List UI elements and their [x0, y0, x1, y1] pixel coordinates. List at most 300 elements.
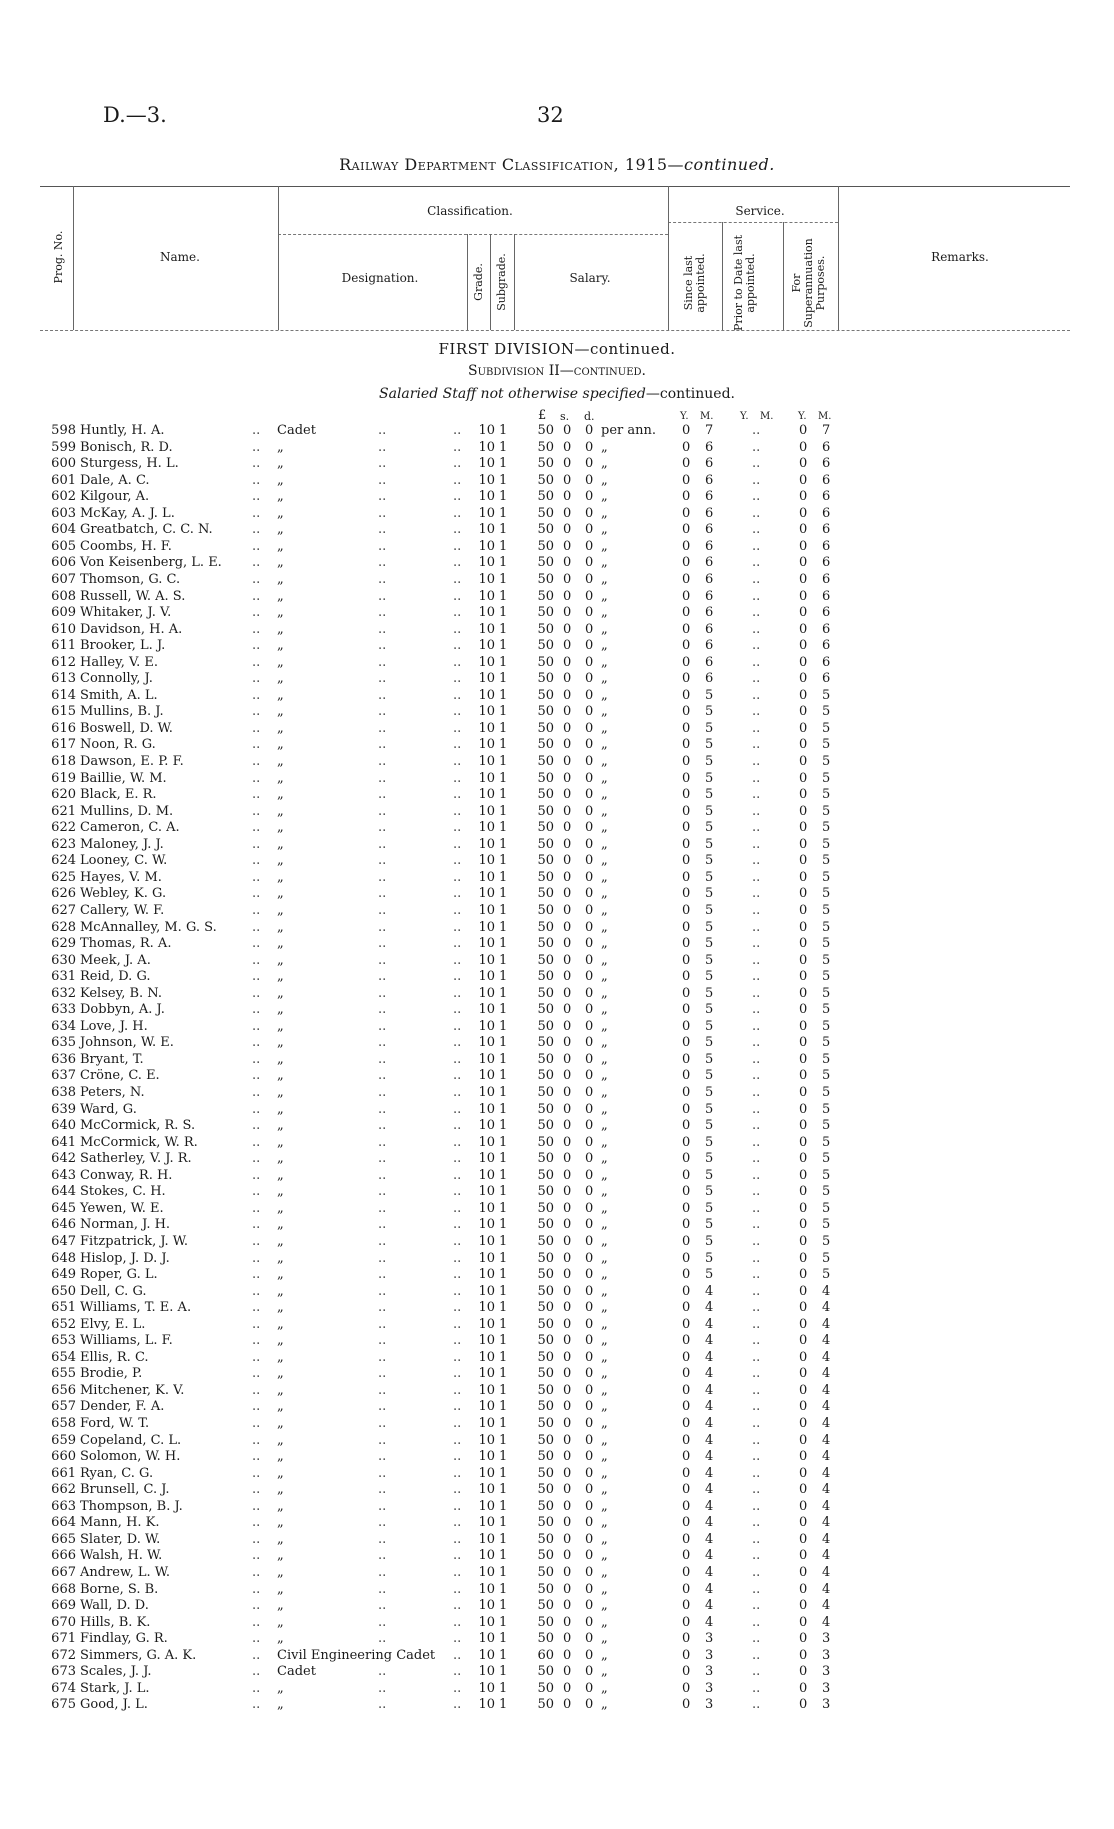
super-years-cell: 0 [799, 853, 808, 869]
leader-dots: .. [252, 836, 261, 852]
grade-cell: 10 [478, 1614, 495, 1630]
salary-period-cell: „ [601, 505, 608, 521]
designation-cell: „ [277, 1118, 284, 1134]
unit-pound: £ [538, 408, 547, 423]
leader-dots: .. [252, 952, 261, 968]
super-years-cell: 0 [799, 1515, 808, 1531]
name-cell: Scales, J. J. [80, 1664, 152, 1680]
table-row [0, 1433, 1114, 1450]
designation-cell: „ [277, 1399, 284, 1415]
salary-pence-cell: 0 [585, 1647, 594, 1663]
name-cell: Cameron, C. A. [80, 820, 180, 836]
leader-dots: .. [453, 737, 462, 753]
grade-cell: 10 [478, 1051, 495, 1067]
salary-pounds-cell: 50 [537, 1531, 554, 1547]
since-years-cell: 0 [682, 638, 691, 654]
table-row [0, 920, 1114, 937]
super-months-cell: 5 [822, 853, 831, 869]
super-years-cell: 0 [799, 1250, 808, 1266]
since-years-cell: 0 [682, 1333, 691, 1349]
salary-pounds-cell: 50 [537, 1283, 554, 1299]
grade-cell: 10 [478, 869, 495, 885]
leader-dots: .. [453, 1018, 462, 1034]
super-months-cell: 4 [822, 1382, 831, 1398]
table-row [0, 1118, 1114, 1135]
since-years-cell: 0 [682, 621, 691, 637]
leader-dots: .. [453, 1482, 462, 1498]
since-months-cell: 5 [705, 902, 714, 918]
designation-cell: „ [277, 919, 284, 935]
leader-dots: .. [252, 1449, 261, 1465]
subgrade-cell: 1 [499, 1101, 508, 1117]
leader-dots: .. [252, 1035, 261, 1051]
designation-cell: „ [277, 1382, 284, 1398]
salary-pounds-cell: 50 [537, 1267, 554, 1283]
salary-period-cell: „ [601, 1416, 608, 1431]
salary-pence-cell: 0 [585, 1018, 594, 1034]
salary-pence-cell: 0 [585, 456, 594, 472]
subgrade-cell: 1 [499, 1515, 508, 1531]
table-row [0, 1532, 1114, 1549]
grade-cell: 10 [478, 1250, 495, 1266]
leader-dots: .. [453, 538, 462, 554]
prog-no-cell: 659 [51, 1432, 76, 1448]
since-years-cell: 0 [682, 687, 691, 703]
salary-period-cell: „ [601, 555, 608, 571]
designation-cell: „ [277, 1267, 284, 1283]
salary-pence-cell: 0 [585, 1680, 594, 1696]
name-cell: Dawson, E. P. F. [80, 754, 184, 769]
since-months-cell: 4 [705, 1581, 714, 1597]
table-row [0, 473, 1114, 490]
salary-pounds-cell: 50 [537, 1333, 554, 1349]
leader-dots: .. [453, 472, 462, 488]
table-row [0, 1466, 1114, 1483]
since-years-cell: 0 [682, 820, 691, 836]
since-months-cell: 3 [705, 1697, 714, 1713]
salary-period-cell: „ [601, 621, 608, 637]
leader-dots: .. [252, 1200, 261, 1216]
prog-no-cell: 601 [51, 472, 76, 488]
super-months-cell: 4 [822, 1399, 831, 1415]
designation-cell: „ [277, 1333, 284, 1349]
grade-cell: 10 [478, 1267, 495, 1283]
since-years-cell: 0 [682, 952, 691, 968]
unit-years-3: Y. [798, 411, 807, 422]
subgrade-cell: 1 [499, 985, 508, 1001]
leader-dots: .. [252, 1664, 261, 1680]
salary-pounds-cell: 50 [537, 1598, 554, 1614]
name-cell: Sturgess, H. L. [80, 456, 179, 472]
leader-dots: .. [453, 1233, 462, 1249]
name-cell: Mullins, D. M. [80, 803, 174, 819]
since-years-cell: 0 [682, 1134, 691, 1150]
salary-pence-cell: 0 [585, 1085, 594, 1100]
since-years-cell: 0 [682, 803, 691, 819]
subgrade-cell: 1 [499, 969, 508, 985]
leader-dots: .. [378, 654, 387, 670]
salary-period-cell: „ [601, 489, 608, 505]
leader-dots: .. [453, 687, 462, 703]
since-years-cell: 0 [682, 654, 691, 670]
super-years-cell: 0 [799, 1531, 808, 1547]
super-years-cell: 0 [799, 754, 808, 769]
grade-cell: 10 [478, 1217, 495, 1233]
salary-period-cell: „ [601, 1382, 608, 1398]
super-years-cell: 0 [799, 1151, 808, 1167]
name-cell: Maloney, J. J. [80, 836, 164, 852]
salary-pence-cell: 0 [585, 952, 594, 968]
since-years-cell: 0 [682, 720, 691, 736]
prog-no-cell: 616 [51, 720, 76, 736]
grade-cell: 10 [478, 1184, 495, 1200]
leader-dots: .. [252, 803, 261, 819]
super-months-cell: 6 [822, 505, 831, 521]
since-months-cell: 4 [705, 1283, 714, 1299]
leader-dots: .. [252, 936, 261, 952]
super-years-cell: 0 [799, 1200, 808, 1216]
leader-dots: .. [252, 1482, 261, 1498]
leader-dots: .. [453, 919, 462, 935]
leader-dots: .. [252, 1068, 261, 1084]
prog-no-cell: 626 [51, 886, 76, 902]
leader-dots: .. [752, 969, 761, 985]
super-years-cell: 0 [799, 1002, 808, 1018]
since-months-cell: 4 [705, 1515, 714, 1531]
salary-pounds-cell: 50 [537, 505, 554, 521]
table-row [0, 555, 1114, 572]
since-years-cell: 0 [682, 1581, 691, 1597]
designation-cell: „ [277, 1614, 284, 1630]
leader-dots: .. [252, 1515, 261, 1531]
subgrade-cell: 1 [499, 605, 508, 621]
salary-pence-cell: 0 [585, 1631, 594, 1647]
salary-pence-cell: 0 [585, 1316, 594, 1332]
leader-dots: .. [453, 1035, 462, 1051]
grade-cell: 10 [478, 1581, 495, 1597]
grade-cell: 10 [478, 1002, 495, 1018]
table-row [0, 1598, 1114, 1615]
salary-period-cell: „ [601, 1531, 608, 1547]
col-divider [490, 234, 491, 330]
table-row [0, 622, 1114, 639]
salary-shillings-cell: 0 [563, 1267, 572, 1283]
since-years-cell: 0 [682, 605, 691, 621]
salary-shillings-cell: 0 [563, 671, 572, 687]
super-months-cell: 5 [822, 1018, 831, 1034]
prog-no-cell: 624 [51, 853, 76, 869]
table-row [0, 1366, 1114, 1383]
since-months-cell: 6 [705, 571, 714, 587]
subgrade-cell: 1 [499, 423, 508, 438]
subgrade-cell: 1 [499, 1399, 508, 1415]
since-years-cell: 0 [682, 522, 691, 538]
designation-cell: „ [277, 770, 284, 786]
super-months-cell: 6 [822, 489, 831, 505]
leader-dots: .. [378, 952, 387, 968]
salary-pounds-cell: 50 [537, 1051, 554, 1067]
since-years-cell: 0 [682, 505, 691, 521]
since-months-cell: 5 [705, 886, 714, 902]
salary-pounds-cell: 50 [537, 1151, 554, 1167]
designation-cell: „ [277, 538, 284, 554]
leader-dots: .. [453, 571, 462, 587]
leader-dots: .. [752, 423, 761, 438]
since-months-cell: 5 [705, 1184, 714, 1200]
salary-period-cell: „ [601, 1300, 608, 1316]
table-row [0, 721, 1114, 738]
salary-shillings-cell: 0 [563, 654, 572, 670]
leader-dots: .. [752, 1316, 761, 1332]
designation-cell: „ [277, 1498, 284, 1514]
name-cell: Kelsey, B. N. [80, 985, 162, 1001]
since-months-cell: 4 [705, 1316, 714, 1332]
designation-cell: „ [277, 1697, 284, 1713]
header-salary: Salary. [569, 271, 611, 285]
leader-dots: .. [453, 1465, 462, 1481]
leader-dots: .. [378, 1101, 387, 1117]
since-months-cell: 5 [705, 1018, 714, 1034]
salary-pence-cell: 0 [585, 720, 594, 736]
table-row [0, 1515, 1114, 1532]
super-years-cell: 0 [799, 654, 808, 670]
since-months-cell: 6 [705, 555, 714, 571]
prog-no-cell: 664 [51, 1515, 76, 1531]
super-years-cell: 0 [799, 1465, 808, 1481]
leader-dots: .. [378, 1085, 387, 1100]
leader-dots: .. [252, 919, 261, 935]
leader-dots: .. [378, 1515, 387, 1531]
leader-dots: .. [252, 985, 261, 1001]
leader-dots: .. [378, 1300, 387, 1316]
since-years-cell: 0 [682, 1002, 691, 1018]
name-cell: Findlay, G. R. [80, 1631, 168, 1647]
leader-dots: .. [752, 1548, 761, 1564]
salary-pounds-cell: 50 [537, 489, 554, 505]
salary-pounds-cell: 50 [537, 1548, 554, 1564]
prog-no-cell: 665 [51, 1531, 76, 1547]
name-cell: Noon, R. G. [80, 737, 156, 753]
table-row [0, 1482, 1114, 1499]
unit-pence: d. [584, 410, 595, 423]
grade-cell: 10 [478, 1548, 495, 1564]
since-months-cell: 5 [705, 720, 714, 736]
salary-shillings-cell: 0 [563, 1531, 572, 1547]
name-cell: Kilgour, A. [80, 489, 150, 505]
prog-no-cell: 650 [51, 1283, 76, 1299]
leader-dots: .. [453, 1085, 462, 1100]
super-years-cell: 0 [799, 1134, 808, 1150]
designation-cell: „ [277, 1200, 284, 1216]
leader-dots: .. [252, 1217, 261, 1233]
salary-period-cell: „ [601, 1184, 608, 1200]
salary-shillings-cell: 0 [563, 1614, 572, 1630]
salary-period-cell: „ [601, 1134, 608, 1150]
salary-pence-cell: 0 [585, 1598, 594, 1614]
since-months-cell: 4 [705, 1498, 714, 1514]
since-years-cell: 0 [682, 1349, 691, 1365]
grade-cell: 10 [478, 1233, 495, 1249]
since-years-cell: 0 [682, 869, 691, 885]
salary-period-cell: „ [601, 522, 608, 538]
super-years-cell: 0 [799, 770, 808, 786]
since-years-cell: 0 [682, 1449, 691, 1465]
super-months-cell: 4 [822, 1598, 831, 1614]
subgrade-cell: 1 [499, 853, 508, 869]
salary-pounds-cell: 60 [537, 1647, 554, 1663]
super-months-cell: 6 [822, 621, 831, 637]
leader-dots: .. [378, 605, 387, 621]
super-months-cell: 5 [822, 936, 831, 952]
since-years-cell: 0 [682, 1399, 691, 1415]
prog-no-cell: 672 [51, 1647, 76, 1663]
salary-pence-cell: 0 [585, 1548, 594, 1564]
since-months-cell: 5 [705, 687, 714, 703]
salary-pence-cell: 0 [585, 1564, 594, 1580]
name-cell: Copeland, C. L. [80, 1432, 182, 1448]
leader-dots: .. [252, 571, 261, 587]
subgrade-cell: 1 [499, 1217, 508, 1233]
header-superannuation: For Superannuation Purposes. [790, 238, 827, 328]
since-months-cell: 4 [705, 1614, 714, 1630]
since-years-cell: 0 [682, 1697, 691, 1713]
since-months-cell: 5 [705, 1002, 714, 1018]
since-years-cell: 0 [682, 1664, 691, 1680]
super-months-cell: 5 [822, 754, 831, 769]
super-months-cell: 6 [822, 439, 831, 455]
leader-dots: .. [453, 770, 462, 786]
name-cell: Elvy, E. L. [80, 1316, 146, 1332]
super-months-cell: 3 [822, 1631, 831, 1647]
salary-pounds-cell: 50 [537, 472, 554, 488]
table-row [0, 1002, 1114, 1019]
leader-dots: .. [453, 638, 462, 654]
salary-pence-cell: 0 [585, 1134, 594, 1150]
leader-dots: .. [252, 1051, 261, 1067]
table-row [0, 1201, 1114, 1218]
subgrade-cell: 1 [499, 1267, 508, 1283]
since-years-cell: 0 [682, 1316, 691, 1332]
prog-no-cell: 660 [51, 1449, 76, 1465]
leader-dots: .. [752, 456, 761, 472]
leader-dots: .. [378, 489, 387, 505]
salary-period-cell: „ [601, 1217, 608, 1233]
name-cell: McCormick, W. R. [80, 1134, 198, 1150]
prog-no-cell: 621 [51, 803, 76, 819]
leader-dots: .. [752, 936, 761, 952]
leader-dots: .. [752, 1349, 761, 1365]
salary-shillings-cell: 0 [563, 1316, 572, 1332]
super-months-cell: 4 [822, 1515, 831, 1531]
subgrade-cell: 1 [499, 1151, 508, 1167]
designation-cell: „ [277, 952, 284, 968]
leader-dots: .. [252, 886, 261, 902]
salary-shillings-cell: 0 [563, 720, 572, 736]
grade-cell: 10 [478, 1316, 495, 1332]
leader-dots: .. [453, 1300, 462, 1316]
prog-no-cell: 640 [51, 1118, 76, 1134]
super-years-cell: 0 [799, 489, 808, 505]
super-months-cell: 5 [822, 803, 831, 819]
leader-dots: .. [453, 902, 462, 918]
leader-dots: .. [752, 952, 761, 968]
prog-no-cell: 634 [51, 1018, 76, 1034]
salary-pounds-cell: 50 [537, 1101, 554, 1117]
super-months-cell: 5 [822, 1118, 831, 1134]
since-years-cell: 0 [682, 588, 691, 604]
subgrade-cell: 1 [499, 1680, 508, 1696]
salary-shillings-cell: 0 [563, 869, 572, 885]
grade-cell: 10 [478, 952, 495, 968]
leader-dots: .. [252, 1233, 261, 1249]
leader-dots: .. [453, 1316, 462, 1332]
title-continued: continued. [684, 155, 775, 174]
salary-shillings-cell: 0 [563, 1382, 572, 1398]
leader-dots: .. [252, 1085, 261, 1100]
salary-pounds-cell: 50 [537, 1250, 554, 1266]
super-years-cell: 0 [799, 1233, 808, 1249]
salary-shillings-cell: 0 [563, 754, 572, 769]
designation-cell: „ [277, 1300, 284, 1316]
table-row [0, 1582, 1114, 1599]
grade-cell: 10 [478, 1200, 495, 1216]
table-row [0, 1664, 1114, 1681]
leader-dots: .. [378, 1382, 387, 1398]
super-years-cell: 0 [799, 555, 808, 571]
salary-pounds-cell: 50 [537, 1515, 554, 1531]
subgrade-cell: 1 [499, 621, 508, 637]
leader-dots: .. [378, 472, 387, 488]
leader-dots: .. [378, 836, 387, 852]
super-years-cell: 0 [799, 985, 808, 1001]
grade-cell: 10 [478, 1366, 495, 1382]
header-top-rule [40, 186, 1070, 187]
table-row [0, 1184, 1114, 1201]
table-row [0, 787, 1114, 804]
salary-period-cell: „ [601, 936, 608, 952]
subgrade-cell: 1 [499, 1134, 508, 1150]
since-years-cell: 0 [682, 555, 691, 571]
salary-pence-cell: 0 [585, 638, 594, 654]
leader-dots: .. [752, 1598, 761, 1614]
designation-cell: „ [277, 522, 284, 538]
super-months-cell: 4 [822, 1548, 831, 1564]
salary-pounds-cell: 50 [537, 439, 554, 455]
leader-dots: .. [453, 1333, 462, 1349]
since-years-cell: 0 [682, 439, 691, 455]
table-row [0, 589, 1114, 606]
designation-cell: „ [277, 754, 284, 769]
leader-dots: .. [378, 886, 387, 902]
name-cell: Baillie, W. M. [80, 770, 167, 786]
table-row [0, 1102, 1114, 1119]
salary-shillings-cell: 0 [563, 1085, 572, 1100]
grade-cell: 10 [478, 456, 495, 472]
since-months-cell: 6 [705, 505, 714, 521]
salary-period-cell: „ [601, 1697, 608, 1713]
prog-no-cell: 611 [51, 638, 76, 654]
leader-dots: .. [752, 1515, 761, 1531]
subgrade-cell: 1 [499, 1482, 508, 1498]
leader-dots: .. [252, 654, 261, 670]
salary-pence-cell: 0 [585, 1366, 594, 1382]
salary-shillings-cell: 0 [563, 803, 572, 819]
super-years-cell: 0 [799, 571, 808, 587]
col-divider [783, 222, 784, 330]
prog-no-cell: 642 [51, 1151, 76, 1167]
since-months-cell: 5 [705, 787, 714, 803]
super-months-cell: 5 [822, 1101, 831, 1117]
